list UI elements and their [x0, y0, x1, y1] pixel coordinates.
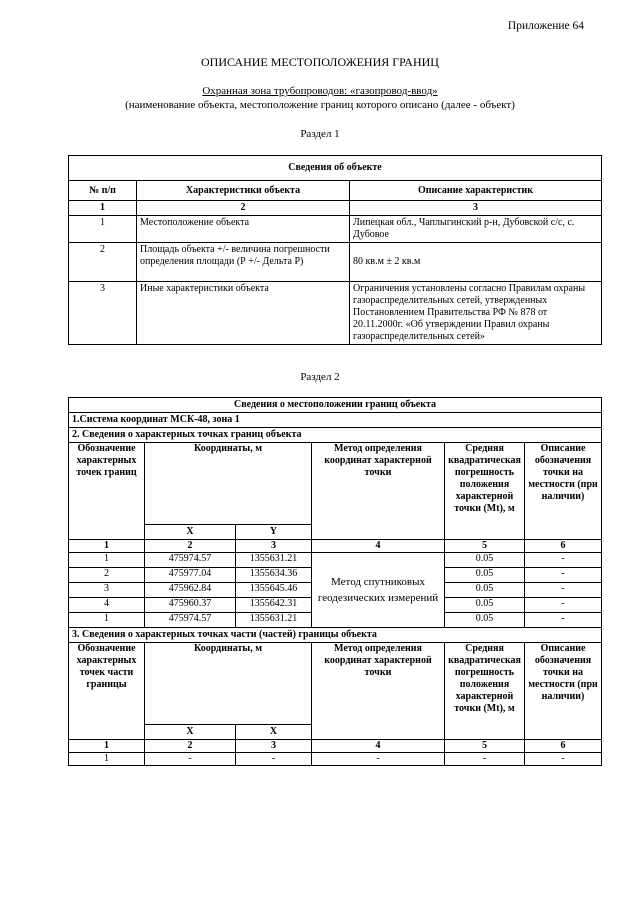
column-header: № п/п — [69, 181, 137, 201]
point-description: - — [525, 753, 602, 766]
part3-title: 3. Сведения о характерных точках части (частей) границы объекта — [69, 628, 602, 643]
column-number: 5 — [445, 540, 525, 553]
characteristic-description: Ограничения установлены согласно Правилам охраны газораспределительных сетей, утвержденных Постановлением Правительства РФ № 878 от 20.11.2000г. «Об утверждении Правил охраны газораспределительных сетей» — [350, 282, 602, 345]
rms-value: 0.05 — [445, 598, 525, 613]
point-id: 1 — [69, 613, 145, 628]
header-method: Метод определения координат характерной точки — [312, 443, 445, 540]
column-number: 1 — [69, 540, 145, 553]
header-description: Описание обозначения точки на местности (при наличии) — [525, 443, 602, 540]
table-row — [69, 243, 602, 282]
column-header: Описание характеристик — [350, 181, 602, 201]
point-description: - — [525, 553, 602, 568]
header-rms: Средняя квадратическая погрешность положения характерной точки (Mt), м — [445, 443, 525, 540]
header-x: X — [145, 525, 236, 540]
coord-y: 1355631.21 — [236, 613, 312, 628]
point-id: 2 — [69, 568, 145, 583]
table-row — [69, 553, 602, 568]
column-number: 2 — [137, 201, 350, 216]
coord-y: 1355645.46 — [236, 583, 312, 598]
rms-value: 0.05 — [445, 568, 525, 583]
object-description: (наименование объекта, местоположение границ которого описано (далее - объект) — [125, 99, 515, 111]
column-number: 5 — [445, 740, 525, 753]
header-y: Y — [236, 525, 312, 540]
coord-x: 475960.37 — [145, 598, 236, 613]
section1-title: Раздел 1 — [300, 128, 340, 140]
characteristic: Иные характеристики объекта — [137, 282, 350, 345]
rms-value: 0.05 — [445, 553, 525, 568]
rms-value: - — [445, 753, 525, 766]
characteristic: Площадь объекта +/- величина погрешности определения площади (Р +/- Дельта Р) — [137, 243, 350, 282]
table-row — [69, 216, 602, 243]
column-number: 6 — [525, 740, 602, 753]
header-x: X — [145, 725, 236, 740]
point-description: - — [525, 598, 602, 613]
point-description: - — [525, 613, 602, 628]
column-number: 2 — [145, 540, 236, 553]
characteristic-description: 80 кв.м ± 2 кв.м — [350, 243, 602, 282]
point-description: - — [525, 568, 602, 583]
point-id: 1 — [69, 753, 145, 766]
method-value: - — [312, 753, 445, 766]
header-rms: Средняя квадратическая погрешность положения характерной точки (Mt), м — [445, 643, 525, 740]
coord-x: 475974.57 — [145, 553, 236, 568]
column-number: 4 — [312, 540, 445, 553]
appendix-label: Приложение 64 — [507, 20, 584, 32]
object-name: Охранная зона трубопроводов: «газопровод-ввод» — [202, 85, 438, 97]
column-number: 3 — [236, 540, 312, 553]
coord-system: 1.Система координат МСК-48, зона 1 — [69, 413, 602, 428]
header-x-second: X — [236, 725, 312, 740]
point-id: 1 — [69, 553, 145, 568]
table-row — [69, 282, 602, 345]
coord-x: - — [145, 753, 236, 766]
row-number: 1 — [69, 216, 137, 243]
object-info-table — [68, 155, 602, 345]
point-id: 3 — [69, 583, 145, 598]
section2-title: Раздел 2 — [300, 371, 340, 383]
table-title: Сведения об объекте — [69, 156, 602, 181]
characteristic-description: Липецкая обл., Чаплыгинский р-н, Дубовской с/с, с. Дубовое — [350, 216, 602, 243]
column-number: 6 — [525, 540, 602, 553]
characteristic: Местоположение объекта — [137, 216, 350, 243]
point-description: - — [525, 583, 602, 598]
coord-y: 1355634.36 — [236, 568, 312, 583]
coord-x: 475977.04 — [145, 568, 236, 583]
part2-title: 2. Сведения о характерных точках границ объекта — [69, 428, 602, 443]
point-id: 4 — [69, 598, 145, 613]
header-description: Описание обозначения точки на местности (при наличии) — [525, 643, 602, 740]
method-value: Метод спутниковых геодезических измерений — [312, 553, 445, 628]
rms-value: 0.05 — [445, 583, 525, 598]
header-coords: Координаты, м — [145, 443, 312, 525]
column-number: 4 — [312, 740, 445, 753]
coord-x: 475962.84 — [145, 583, 236, 598]
table-row — [69, 753, 602, 766]
column-number: 1 — [69, 740, 145, 753]
column-header: Характеристики объекта — [137, 181, 350, 201]
row-number: 2 — [69, 243, 137, 282]
header-coords: Координаты, м — [145, 643, 312, 725]
column-number: 3 — [236, 740, 312, 753]
row-number: 3 — [69, 282, 137, 345]
document-title: ОПИСАНИЕ МЕСТОПОЛОЖЕНИЯ ГРАНИЦ — [201, 55, 439, 69]
table-title: Сведения о местоположении границ объекта — [69, 398, 602, 413]
column-number: 3 — [350, 201, 602, 216]
coord-y: - — [236, 753, 312, 766]
coord-y: 1355631.21 — [236, 553, 312, 568]
header-point: Обозначение характерных точек части границы — [69, 643, 145, 740]
rms-value: 0.05 — [445, 613, 525, 628]
boundary-points-table — [68, 397, 602, 766]
coord-y: 1355642.31 — [236, 598, 312, 613]
header-point: Обозначение характерных точек границ — [69, 443, 145, 540]
coord-x: 475974.57 — [145, 613, 236, 628]
column-number: 1 — [69, 201, 137, 216]
header-method: Метод определения координат характерной точки — [312, 643, 445, 740]
column-number: 2 — [145, 740, 236, 753]
